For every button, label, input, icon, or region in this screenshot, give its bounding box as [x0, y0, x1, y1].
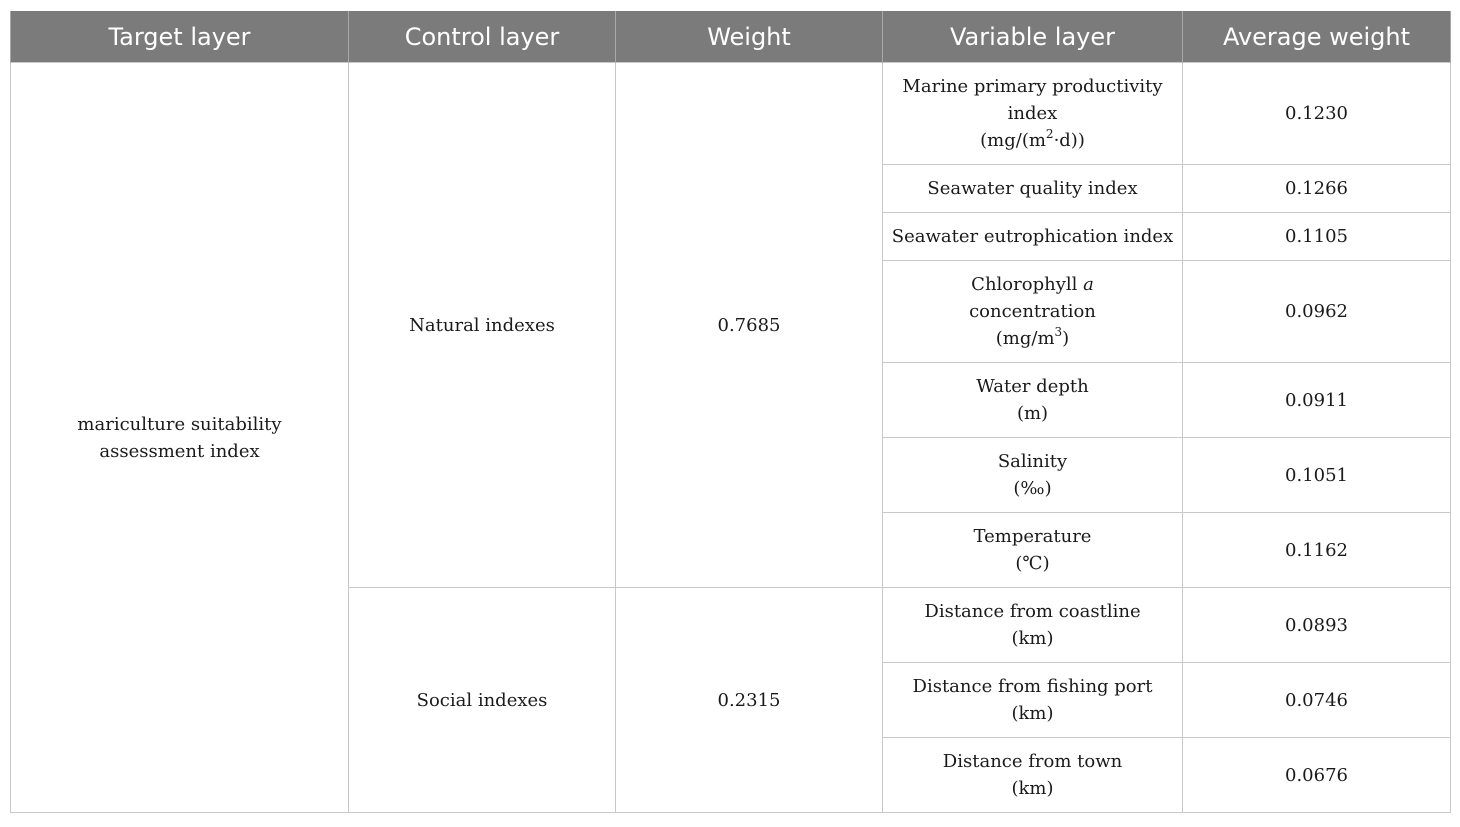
header-target-layer: Target layer — [11, 11, 349, 63]
average-weight-cell: 0.0962 — [1183, 261, 1451, 363]
average-weight-cell: 0.1162 — [1183, 513, 1451, 588]
variable-cell: Salinity (‰) — [883, 438, 1183, 513]
header-control-layer: Control layer — [349, 11, 616, 63]
average-weight-cell: 0.0676 — [1183, 738, 1451, 813]
average-weight-cell: 0.1105 — [1183, 213, 1451, 261]
average-weight-cell: 0.1230 — [1183, 63, 1451, 165]
variable-cell: Distance from coastline (km) — [883, 588, 1183, 663]
header-weight: Weight — [616, 11, 883, 63]
table-row — [11, 63, 1451, 165]
variable-cell: Distance from town (km) — [883, 738, 1183, 813]
average-weight-cell: 0.1266 — [1183, 165, 1451, 213]
variable-cell: Water depth (m) — [883, 363, 1183, 438]
variable-cell: Chlorophyll a concentration $(mg/m^3)$ — [883, 261, 1183, 363]
variable-cell: Seawater eutrophication index — [883, 213, 1183, 261]
weight-social-cell: 0.2315 — [616, 588, 883, 813]
header-average-weight: Average weight — [1183, 11, 1451, 63]
variable-cell: Seawater quality index — [883, 165, 1183, 213]
variable-cell: Temperature (℃) — [883, 513, 1183, 588]
target-line: mariculture suitability — [77, 413, 282, 435]
variable-cell: Marine primary productivity index $(mg/(m^2\cdot d))$ — [883, 63, 1183, 165]
target-line: assessment index — [99, 440, 260, 462]
control-natural-cell: Natural indexes — [349, 63, 616, 588]
average-weight-cell: 0.1051 — [1183, 438, 1451, 513]
average-weight-cell: 0.0893 — [1183, 588, 1451, 663]
header-row — [11, 11, 1451, 63]
average-weight-cell: 0.0911 — [1183, 363, 1451, 438]
control-social-cell: Social indexes — [349, 588, 616, 813]
target-layer-cell — [11, 63, 349, 813]
weights-table — [10, 11, 1451, 813]
average-weight-cell: 0.0746 — [1183, 663, 1451, 738]
variable-cell: Distance from fishing port (km) — [883, 663, 1183, 738]
weight-natural-cell: 0.7685 — [616, 63, 883, 588]
header-variable-layer: Variable layer — [883, 11, 1183, 63]
